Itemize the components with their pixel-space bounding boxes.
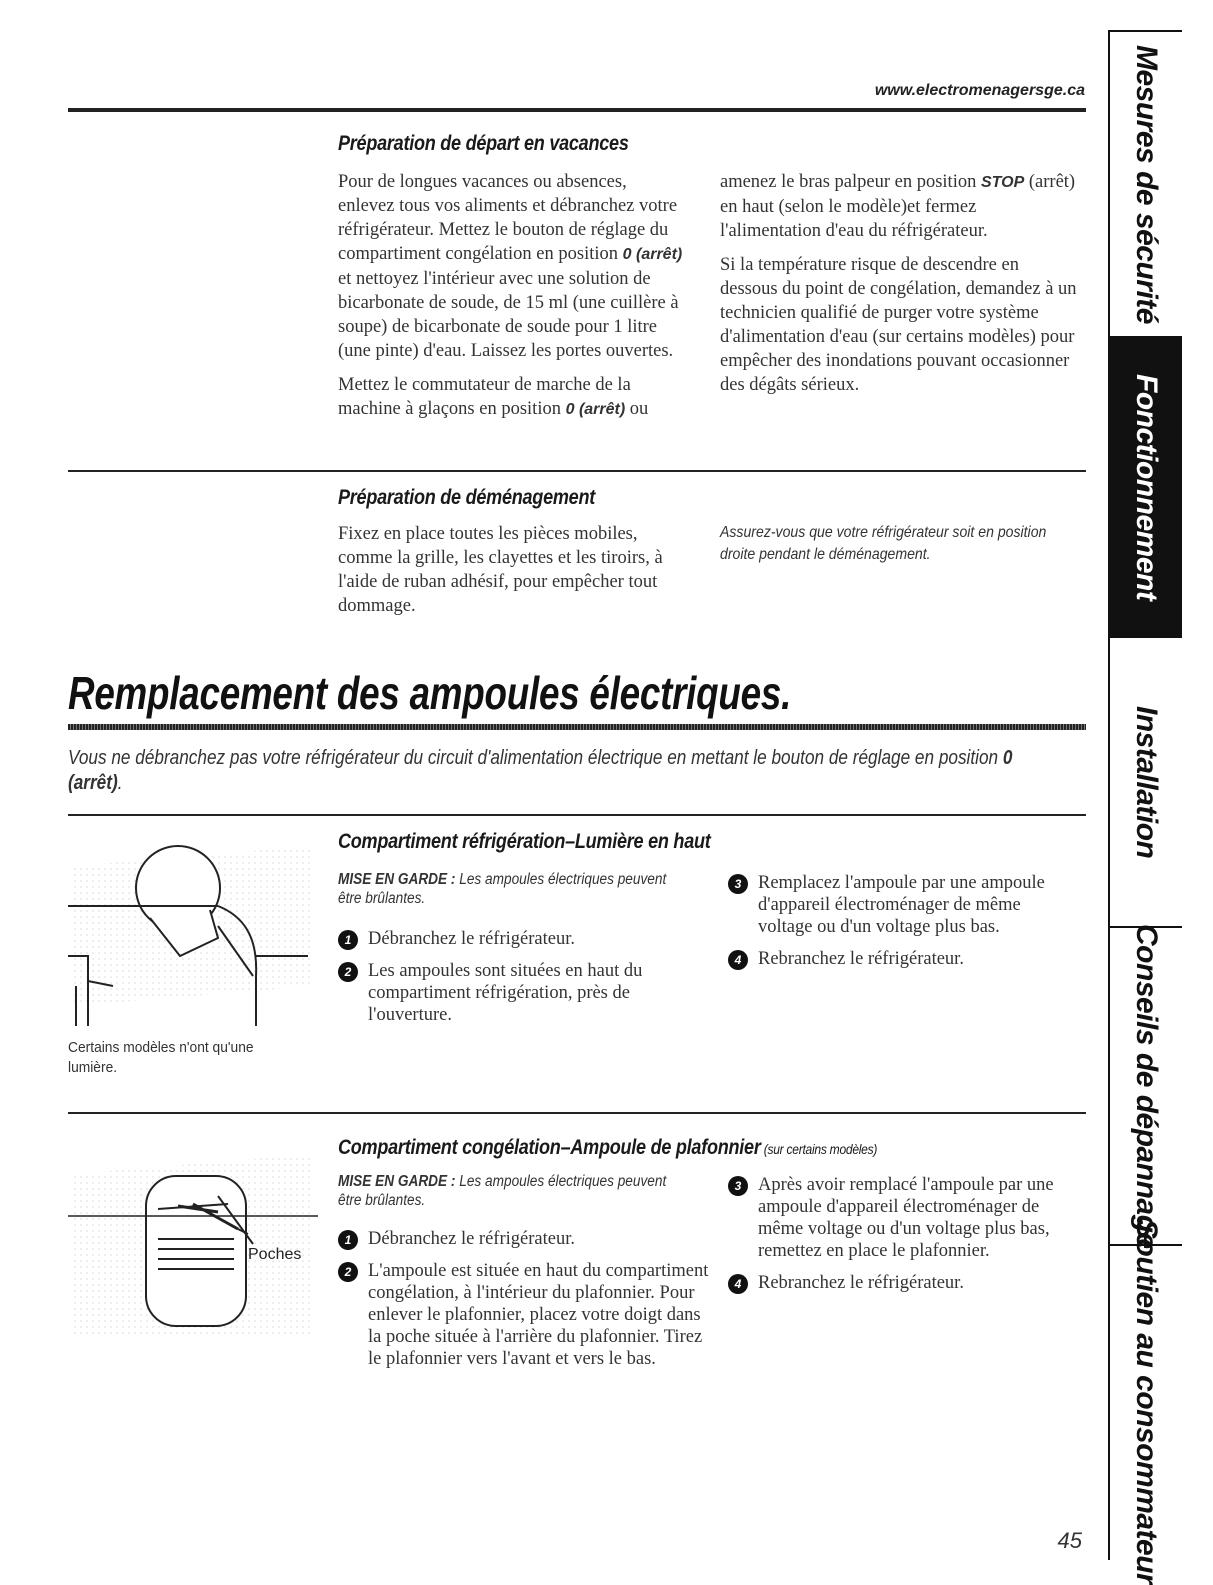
tab-installation[interactable]: Installation <box>1110 638 1182 928</box>
congel-step-2: 2 L'ampoule est située en haut du compartiment congélation, à l'intérieur du plafonnier. Pour enlever le plafonnier, placez votre doigt dans la poche située à l'arrière du plafonnier. Tirez le plafonnier vers l'avant et vers le bas. <box>338 1260 713 1370</box>
refrig-step-1: 1 Débranchez le réfrigérateur. <box>338 928 688 950</box>
vacances-col1-p2: Mettez le commutateur de marche de la machine à glaçons en position 0 (arrêt) ou <box>338 375 649 419</box>
congel-steps-col1 <box>338 1228 713 1380</box>
congel-step-3: 3 Après avoir remplacé l'ampoule par une ampoule d'appareil électroménager de même voltage ou d'un voltage plus bas, remettez en place le plafonnier. <box>728 1174 1080 1262</box>
step-number-icon: 1 <box>338 1230 358 1250</box>
ampoules-title-rule <box>68 724 1086 730</box>
figure-label-poches: Poches <box>248 1246 302 1263</box>
vacances-col2 <box>720 170 1080 407</box>
tab-conseils-de-depannage[interactable]: Conseils de dépannage <box>1110 928 1182 1246</box>
header-rule <box>68 108 1086 112</box>
step-number-icon: 2 <box>338 962 358 982</box>
refrig-step-3: 3 Remplacez l'ampoule par une ampoule d'appareil électroménager de même voltage ou d'un voltage plus bas. <box>728 872 1073 938</box>
page-number: 45 <box>1057 1528 1082 1553</box>
demenagement-col1: Fixez en place toutes les pièces mobiles, comme la grille, les clayettes et les tiroirs, à l'aide de ruban adhésif, pour empêcher tout dommage. <box>338 524 663 616</box>
vacances-title: Préparation de départ en vacances <box>338 132 629 155</box>
header-url: www.electromenagersge.ca <box>874 82 1085 99</box>
vacances-col1-p1: Pour de longues vacances ou absences, enlevez tous vos aliments et débranchez votre réfrigérateur. Mettez le bouton de réglage du compartiment congélation en position 0 (arrêt) et nettoyez l'intérieur avec une solution de bicarbonate de soude, de 15 ml (une cuillère à soupe) de bicarbonate de soude pour 1 litre (une pinte) d'eau. Laissez les portes ouvertes. <box>338 172 683 361</box>
refrig-title: Compartiment réfrigération–Lumière en haut <box>338 830 711 853</box>
step-number-icon: 4 <box>728 950 748 970</box>
congel-steps-col2 <box>728 1174 1080 1304</box>
refrig-steps-col2 <box>728 872 1073 980</box>
step-number-icon: 4 <box>728 1274 748 1294</box>
step-number-icon: 3 <box>728 1176 748 1196</box>
refrig-step-4: 4 Rebranchez le réfrigérateur. <box>728 948 1073 970</box>
refrig-light-illustration <box>68 826 318 1036</box>
step-number-icon: 2 <box>338 1262 358 1282</box>
freezer-light-illustration <box>68 1134 318 1334</box>
section-rule-3 <box>68 1112 1086 1114</box>
vacances-col2-p1: amenez le bras palpeur en position STOP (arrêt) en haut (selon le modèle)et fermez l'alimentation d'eau du réfrigérateur. <box>720 172 1076 241</box>
ampoules-title: Remplacement des ampoules électriques. <box>68 667 792 719</box>
demenagement-title: Préparation de déménagement <box>338 486 595 509</box>
ampoules-intro: Vous ne débranchez pas votre réfrigérateur du circuit d'alimentation électrique en mettant le bouton de réglage en position 0 (arrêt). <box>68 747 1013 794</box>
congel-title: Compartiment congélation–Ampoule de plafonnier (sur certains modèles) <box>338 1136 878 1159</box>
tab-fonctionnement[interactable]: Fonctionnement <box>1110 338 1182 638</box>
section-rule-1 <box>68 470 1086 472</box>
vacances-col2-p2: Si la température risque de descendre en dessous du point de congélation, demandez à un technicien qualifié de purger votre système d'alimentation d'eau (sur certains modèles) pour empêcher des inondations pouvant occasionner des dégâts sérieux. <box>720 255 1077 395</box>
refrig-steps-col1 <box>338 928 688 1036</box>
refrig-step-2: 2 Les ampoules sont situées en haut du compartiment réfrigération, près de l'ouverture. <box>338 960 688 1026</box>
refrig-caution: MISE EN GARDE : Les ampoules électriques peuvent être brûlantes. <box>338 871 667 907</box>
congel-caution: MISE EN GARDE : Les ampoules électriques peuvent être brûlantes. <box>338 1173 667 1209</box>
vacances-col1 <box>338 170 683 432</box>
refrig-caption: Certains modèles n'ont qu'une lumière. <box>68 1039 254 1076</box>
section-rule-2 <box>68 814 1086 816</box>
congel-step-4: 4 Rebranchez le réfrigérateur. <box>728 1272 1080 1294</box>
tab-soutien-au-consommateur[interactable]: Soutien au consommateur <box>1130 1219 1163 1585</box>
step-number-icon: 3 <box>728 874 748 894</box>
congel-step-1: 1 Débranchez le réfrigérateur. <box>338 1228 713 1250</box>
tab-mesures-de-securite[interactable]: Mesures de sécurité <box>1110 32 1182 338</box>
demenagement-col2: Assurez-vous que votre réfrigérateur soit en position droite pendant le déménagement. <box>720 524 1047 563</box>
step-number-icon: 1 <box>338 930 358 950</box>
